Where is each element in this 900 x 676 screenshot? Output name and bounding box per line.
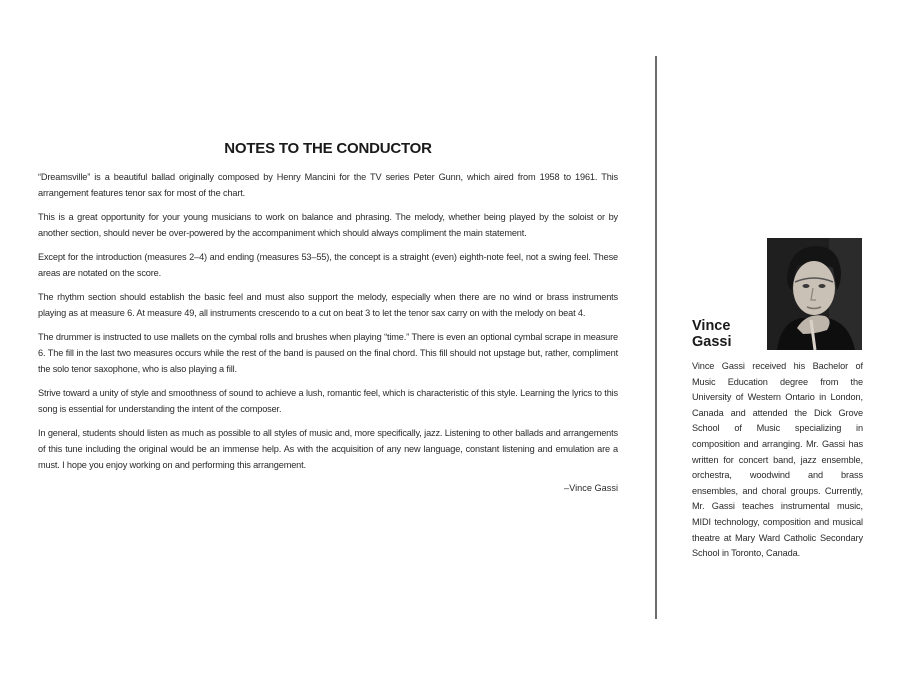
- notes-paragraph: This is a great opportunity for your young musicians to work on balance and phrasing. The melody, whether being played by the soloist or by another section, should never be over-powered by the accompaniment which should always compliment the main statement.: [38, 212, 618, 238]
- composer-first-name: Vince: [692, 318, 731, 334]
- notes-paragraph: The drummer is instructed to use mallets on the cymbal rolls and brushes when playing “time.” There is even an optional cymbal scrape in measure 6. The fill in the last two measures occurs while the rest of the band is paused on the final chord. This fill should not upstage but, rather, compliment the solo tenor saxophone, who is also playing a fill.: [38, 332, 618, 374]
- notes-paragraph: “Dreamsville” is a beautiful ballad originally composed by Henry Mancini for the TV series Peter Gunn, which aired from 1958 to 1961. This arrangement features tenor sax for most of the chart.: [38, 172, 618, 198]
- notes-paragraph: Except for the introduction (measures 2–4) and ending (measures 53–55), the concept is a straight (even) eighth-note feel, not a swing feel. These areas are notated on the score.: [38, 252, 618, 278]
- notes-title: NOTES TO THE CONDUCTOR: [224, 140, 432, 157]
- conductor-notes: [38, 140, 618, 496]
- composer-bio: [692, 238, 863, 562]
- notes-signature: –Vince Gassi: [564, 483, 618, 493]
- notes-paragraph: Strive toward a unity of style and smoothness of sound to achieve a lush, romantic feel, which is characteristic of this style. Learning the lyrics to this song is essential for understanding the intent of the composer.: [38, 388, 618, 414]
- portrait-image: [767, 238, 862, 350]
- composer-photo: [767, 238, 862, 350]
- composer-name: [692, 318, 732, 350]
- notes-paragraph: In general, students should listen as much as possible to all styles of music and, more specifically, jazz. Listening to other ballads and arrangements of this tune including the original would be an immense help. As with the acquisition of any new language, constant listening and emulation are a must. I hope you enjoy working on and performing this arrangement.: [38, 428, 618, 470]
- bio-text: Vince Gassi received his Bachelor of Music Education degree from the University of Western Ontario in London, Canada and attended the Dick Grove School of Music specializing in composition and arranging. Mr. Gassi has written for concert band, jazz ensemble, orchestra, woodwind and brass ensembles, and choral groups. Currently, Mr. Gassi teaches instrumental music, MIDI technology, composition and musical theatre at Mary Ward Catholic Secondary School in Toronto, Canada.: [692, 361, 863, 559]
- notes-paragraph: The rhythm section should establish the basic feel and must also support the melody, especially when there are no wind or brass instruments playing as at measure 6. At measure 49, all instruments crescendo to a cut on beat 3 to let the tenor sax carry on with the melody on beat 4.: [38, 292, 618, 318]
- composer-last-name: Gassi: [692, 334, 732, 350]
- column-divider: [655, 56, 657, 619]
- bio-header: [692, 238, 863, 350]
